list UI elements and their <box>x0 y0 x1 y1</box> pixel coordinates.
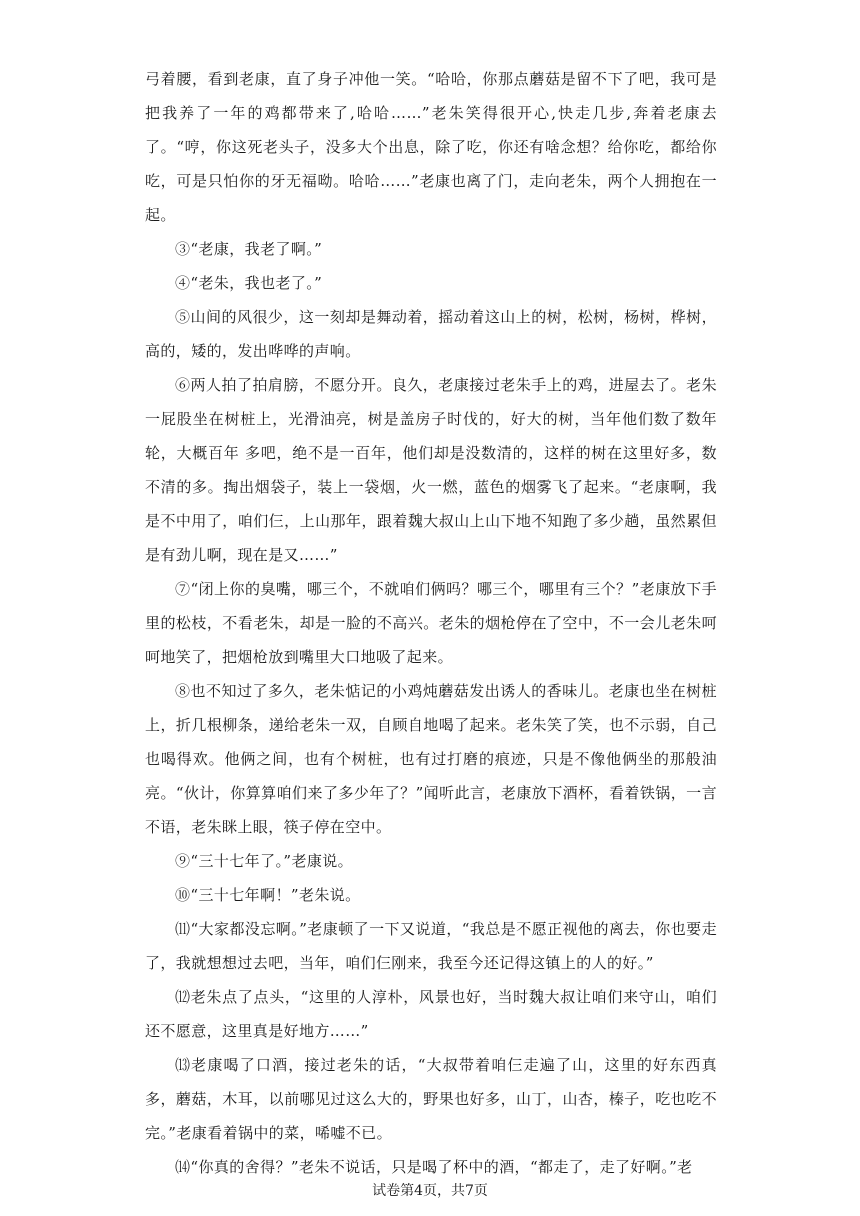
passage-body <box>145 62 717 1184</box>
paragraph-continued: 弓着腰，看到老康，直了身子冲他一笑。“哈哈，你那点蘑菇是留不下了吧，我可是把我养了一年的鸡都带来了,哈哈……”老朱笑得很开心,快走几步,奔着老康去了。“哼，你这死老头子，没多大个出息，除了吃，你还有啥念想？给你吃，都给你吃，可是只怕你的牙无福呦。哈哈……”老康也离了门，走向老朱，两个人拥抱在一起。 <box>145 70 717 224</box>
paragraph-11: ⑾“大家都没忘啊。”老康顿了一下又说道，“我总是不愿正视他的离去，你也要走了，我就想想过去吧，当年，咱们仨刚来，我至今还记得这镇上的人的好。” <box>145 920 717 972</box>
paragraph-6: ⑥两人拍了拍肩膀，不愿分开。良久，老康接过老朱手上的鸡，进屋去了。老朱一屁股坐在树桩上，光滑油亮，树是盖房子时伐的，好大的树，当年他们数了数年轮，大概百年 多吧，绝不是一百年，他们却是没数清的，这样的树在这里好多，数不清的多。掏出烟袋子，装上一袋烟，火一燃，蓝色的烟雾飞了起来。“老康啊，我是不中用了，咱们仨，上山那年，跟着魏大叔山上山下地不知跑了多少趟，虽然累但是有劲儿啊，现在是又……” <box>145 376 717 564</box>
paragraph-5: ⑤山间的风很少，这一刻却是舞动着，摇动着这山上的树，松树，杨树，桦树，高的，矮的，发出哗哗的声响。 <box>145 308 717 360</box>
paragraph-8: ⑧也不知过了多久，老朱惦记的小鸡炖蘑菇发出诱人的香味儿。老康也坐在树桩上，折几根柳条，递给老朱一双，自顾自地喝了起来。老朱笑了笑，也不示弱，自己也喝得欢。他俩之间，也有个树桩，也有过打磨的痕迹，只是不像他俩坐的那般油亮。“伙计，你算算咱们来了多少年了？”闻听此言，老康放下酒杯，看着铁锅，一言不语，老朱眯上眼，筷子停在空中。 <box>145 682 717 836</box>
paragraph-4: ④“老朱，我也老了。” <box>175 274 323 292</box>
paragraph-13: ⒀老康喝了口酒，接过老朱的话，“大叔带着咱仨走遍了山，这里的好东西真多，蘑菇，木耳，以前哪见过这么大的，野果也好多，山丁，山杏，榛子，吃也吃不完。”老康看着锅中的菜，唏嘘不已。 <box>145 1056 717 1142</box>
paragraph-10: ⑩“三十七年啊！”老朱说。 <box>175 886 361 904</box>
paragraph-3: ③“老康，我老了啊。” <box>175 240 323 258</box>
paragraph-12: ⑿老朱点了点头，“这里的人淳朴，风景也好，当时魏大叔让咱们来守山，咱们还不愿意，这里真是好地方……” <box>145 988 717 1040</box>
paragraph-9: ⑨“三十七年了。”老康说。 <box>175 852 354 870</box>
page-number-footer: 试卷第4页，共7页 <box>372 1183 488 1199</box>
paragraph-7: ⑦“闭上你的臭嘴，哪三个，不就咱们俩吗？哪三个，哪里有三个？”老康放下手里的松枝，不看老朱，却是一脸的不高兴。老朱的烟枪停在了空中，不一会儿老朱呵呵地笑了，把烟枪放到嘴里大口地吸了起来。 <box>145 580 717 666</box>
paragraph-14: ⒁“你真的舍得？”老朱不说话，只是喝了杯中的酒，“都走了，走了好啊。”老 <box>175 1158 693 1176</box>
